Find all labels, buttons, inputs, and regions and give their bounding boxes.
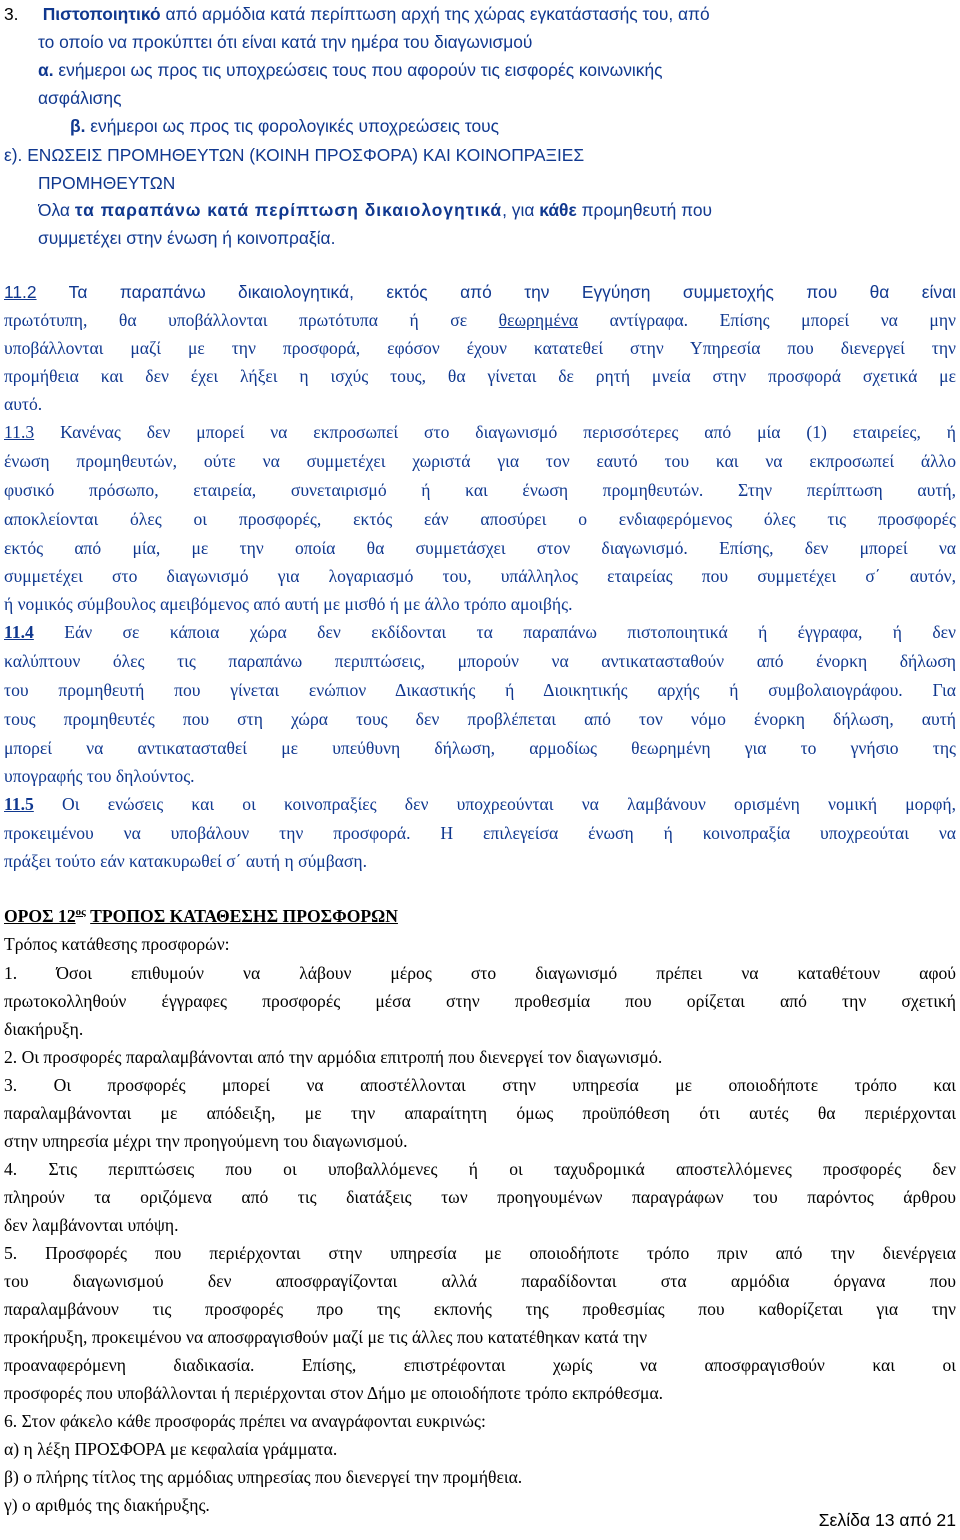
certificate-term: Πιστοποιητικό — [42, 4, 161, 24]
para-11-3-line-2: ένωση προμηθευτών, ούτε να συμμετέχει χωριστά για τον εαυτό του και να εκπροσωπεί άλλο — [4, 451, 956, 471]
page-number: 13 — [874, 1510, 895, 1530]
item-4-line-1: 4. Στις περιπτώσεις που οι υποβαλλόμενες ή οι ταχυδρομικά αποστελλόμενες προσφορές δεν — [4, 1159, 956, 1179]
para-11-5-line-1: 11.5 Οι ενώσεις και οι κοινοπραξίες δεν υποχρεούνται να λαμβάνουν ορισμένη νομική μορφή, — [4, 794, 956, 814]
section-e-body-1: Όλα τα παραπάνω κατά περίπτωση δικαιολογητικά, για κάθε προμηθευτή που — [38, 200, 713, 220]
para-number: 11.2 — [4, 282, 37, 302]
item-1-line-2: πρωτοκολληθούν έγγραφες προσφορές μέσα στην προθεσμία που ορίζεται από την σχετική — [4, 991, 956, 1011]
item-5-line-3: παραλαμβάνουν τις προσφορές προ της εκπονής της προθεσμίας που καθορίζεται για την — [4, 1299, 956, 1319]
para-11-5-line-3: πράξει τούτο εάν κατακυρωθεί σ΄ αυτή η σύμβαση. — [4, 851, 367, 871]
para-11-4-line-1: 11.4 Εάν σε κάποια χώρα δεν εκδίδονται τα παραπάνω πιστοποιητικά ή έγγραφα, ή δεν — [4, 622, 956, 642]
item-3-line-1: 3. Πιστοποιητικό από αρμόδια κατά περίπτωση αρχή της χώρας εγκατάστασής του, από — [4, 4, 710, 24]
section-e-body-2: συμμετέχει στην ένωση ή κοινοπραξία. — [38, 228, 336, 248]
para-11-4-line-4: τους προμηθευτές που στη χώρα τους δεν προβλέπεται από τον νόμο ένορκη δήλωση, αυτή — [4, 709, 956, 729]
item-5-line-2: του διαγωνισμού δεν αποσφραγίζονται αλλά παραδίδονται στα αρμόδια όργανα που — [4, 1271, 956, 1291]
para-11-4-line-5: μπορεί να αντικατασταθεί με υπεύθυνη δήλωση, αρμοδίως θεωρημένη για το γνήσιο της — [4, 738, 956, 758]
item-2-line-1: 2. Οι προσφορές παραλαμβάνονται από την αρμόδια επιτροπή που διενεργεί τον διαγωνισμό. — [4, 1047, 663, 1067]
para-11-2-line-4: προμήθεια και δεν έχει λήξει η ισχύς τους, θα γίνεται δε ρητή μνεία στην προσφορά σχετικά με — [4, 366, 956, 386]
page-footer: Σελίδα 13 από 21 — [818, 1510, 956, 1530]
item-3-b-line: β. ενήμεροι ως προς τις φορολογικές υποχρεώσεις τους — [70, 116, 500, 136]
para-number: 11.4 — [4, 622, 34, 642]
section-e-heading: ε). ΕΝΩΣΕΙΣ ΠΡΟΜΗΘΕΥΤΩΝ (ΚΟΙΝΗ ΠΡΟΣΦΟΡΑ) ΚΑΙ ΚΟΙΝΟΠΡΑΞΙΕΣ — [4, 145, 585, 165]
item-3b-line-2: παραλαμβάνονται με απόδειξη, με την απαραίτητη όμως προϋπόθεση ότι αυτές θα περιέρχονται — [4, 1103, 956, 1123]
para-11-4-line-3: του προμηθευτή που γίνεται ενώπιον Δικαστικής ή Διοικητικής αρχής ή συμβολαιογράφου. Για — [4, 680, 956, 700]
item-1-line-1: 1. Όσοι επιθυμούν να λάβουν μέρος στο διαγωνισμό πρέπει να καταθέτουν αφού — [4, 963, 956, 983]
item-3b-line-1: 3. Οι προσφορές μπορεί να αποστέλλονται στην υπηρεσία με οποιοδήποτε τρόπο και — [4, 1075, 956, 1095]
para-11-3-line-5: εκτός από μία, με την οποία θα συμμετάσχει στον διαγωνισμό. Επίσης, δεν μπορεί να — [4, 538, 956, 558]
section-e-heading-cont: ΠΡΟΜΗΘΕΥΤΩΝ — [38, 173, 176, 193]
para-11-4-line-6: υπογραφής του δηλούντος. — [4, 766, 195, 786]
item-5-line-5: προαναφερόμενη διαδικασία. Επίσης, επιστρέφονται χωρίς να αποσφραγισθούν και οι — [4, 1355, 956, 1375]
item-1-line-3: διακήρυξη. — [4, 1019, 84, 1039]
para-number: 11.3 — [4, 422, 35, 442]
para-11-5-line-2: προκειμένου να υποβάλουν την προσφορά. Η επιλεγείσα ένωση ή κοινοπραξία υποχρεούται να — [4, 823, 956, 843]
item-4-line-3: δεν λαμβάνονται υπόψη. — [4, 1215, 179, 1235]
item-3b-line-3: στην υπηρεσία μέχρι την προηγούμενη του διαγωνισμού. — [4, 1131, 408, 1151]
term-12-heading: ΟΡΟΣ $12^{o\varsigma}$ ΤΡΟΠΟΣ ΚΑΤΑΘΕΣΗΣ ΠΡΟΣΦΟΡΩΝ — [4, 906, 398, 926]
para-number: 11.5 — [4, 794, 34, 814]
item-3-line-2: το οποίο να προκύπτει ότι είναι κατά την ημέρα του διαγωνισμού — [38, 32, 533, 52]
para-11-2-line-5: αυτό. — [4, 394, 43, 414]
para-11-3-line-3: φυσικό πρόσωπο, εταιρεία, συνεταιρισμό ή και ένωση προμηθευτών. Στην περίπτωση αυτή, — [4, 480, 956, 500]
para-11-2-line-3: υποβάλλονται μαζί με την προσφορά, εφόσον έχουν κατατεθεί στην Υπηρεσία που διενεργεί την — [4, 338, 956, 358]
item-6-b: β) ο πλήρης τίτλος της αρμόδιας υπηρεσίας που διενεργεί την προμήθεια. — [4, 1467, 523, 1487]
item-3-a-line-1: α. ενήμεροι ως προς τις υποχρεώσεις τους που αφορούν τις εισφορές κοινωνικής — [38, 60, 663, 80]
item-3-a-line-2: ασφάλισης — [38, 88, 122, 108]
page-total: 21 — [936, 1510, 956, 1530]
para-11-2-line-2: πρωτότυπη, θα υποβάλλονται πρωτότυπα ή σε θεωρημένα αντίγραφα. Επίσης μπορεί να μην — [4, 310, 956, 330]
para-11-3-line-1: 11.3 Κανένας δεν μπορεί να εκπροσωπεί στο διαγωνισμό περισσότερες από μία (1) εταιρείες, ή — [4, 422, 956, 442]
para-11-3-line-7: ή νομικός σύμβουλος αμειβόμενος από αυτή με μισθό ή με άλλο τρόπο αμοιβής. — [4, 594, 573, 614]
item-5-line-6: προσφορές που υποβάλλονται ή περιέρχονται στον Δήμο με οποιοδήποτε τρόπο εκπρόθεσμα. — [4, 1383, 664, 1403]
para-11-3-line-4: αποκλείονται όλες οι προσφορές, εκτός εάν αποσύρει ο ενδιαφερόμενος όλες τις προσφορές — [4, 509, 956, 529]
item-6-c: γ) ο αριθμός της διακήρυξης. — [4, 1495, 210, 1515]
item-5-line-4: προκήρυξη, προκειμένου να αποσφραγισθούν μαζί με τις άλλες που κατατέθηκαν κατά την — [4, 1327, 648, 1347]
item-4-line-2: πληρούν τα οριζόμενα από τις διατάξεις των προηγουμένων παραγράφων του παρόντος άρθρου — [4, 1187, 956, 1207]
item-5-line-1: 5. Προσφορές που περιέρχονται στην υπηρεσία με οποιοδήποτε τρόπο πριν από την διενέργεια — [4, 1243, 956, 1263]
term-12-subtitle: Τρόπος κατάθεσης προσφορών: — [4, 934, 230, 954]
para-11-3-line-6: συμμετέχει στο διαγωνισμό για λογαριασμό του, υπάλληλος εταιρείας που συμμετέχει σ΄ αυτόν, — [4, 566, 956, 586]
para-11-4-line-2: καλύπτουν όλες τις παραπάνω περιπτώσεις, μπορούν να αντικατασταθούν από ένορκη δήλωση — [4, 651, 956, 671]
para-11-2-line-1: 11.2 Τα παραπάνω δικαιολογητικά, εκτός από την Εγγύηση συμμετοχής που θα είναι — [4, 282, 956, 302]
item-6-a: α) η λέξη ΠΡΟΣΦΟΡΑ με κεφαλαία γράμματα. — [4, 1439, 338, 1459]
item-6-line-1: 6. Στον φάκελο κάθε προσφοράς πρέπει να αναγράφονται ευκρινώς: — [4, 1411, 486, 1431]
